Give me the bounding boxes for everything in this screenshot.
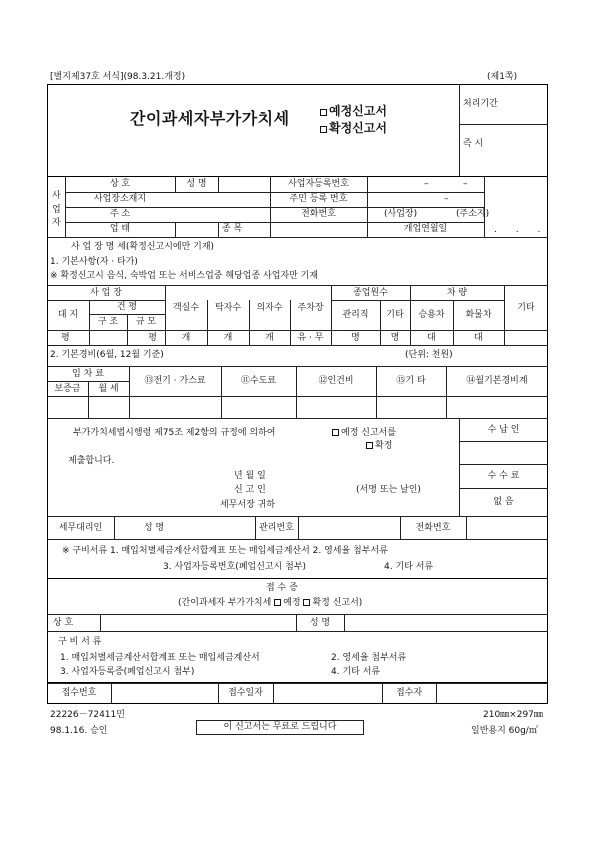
rooms-unit: 개 bbox=[181, 332, 191, 343]
signature-label: (서명 또는 날인) bbox=[356, 485, 421, 495]
other-emp-header: 기타 bbox=[386, 309, 404, 320]
etc-header: 기타 bbox=[517, 302, 535, 313]
unit-label: (단위: 천원) bbox=[405, 350, 453, 360]
parking-header: 주차장 bbox=[297, 302, 324, 313]
basic-expense-title: 2. 기본경비(6월, 12월 기준) bbox=[50, 350, 164, 360]
receipt-opt2-label: 확정 신고서) bbox=[312, 598, 363, 608]
monthly-rent-header: 월 세 bbox=[98, 383, 119, 394]
rent-header: 임 차 료 bbox=[72, 368, 104, 379]
tax-agent-name-label: 성 명 bbox=[143, 522, 165, 533]
business-side-label: 사 업 자 bbox=[52, 191, 61, 228]
receipt-doc1: 1. 매입처별세금계산서합계표 또는 매입세금계산서 bbox=[60, 653, 260, 663]
option-preliminary[interactable] bbox=[320, 102, 387, 119]
form-title: 간이과세자부가가치세 bbox=[130, 109, 290, 128]
tax-office-label: 세무서장 귀하 bbox=[220, 500, 276, 510]
truck-header: 화물차 bbox=[465, 309, 492, 320]
form-number: [별지제37호 서식](98.3.21.개정) bbox=[50, 72, 186, 82]
checkbox-final[interactable] bbox=[320, 126, 327, 133]
declaration-opt-final[interactable] bbox=[366, 442, 392, 451]
receiver-label: 접수자 bbox=[395, 688, 423, 698]
receipt-date-label: 접수일자 bbox=[228, 688, 263, 698]
utility-header: ⑬전기 · 가스료 bbox=[144, 376, 206, 386]
tax-agent-mgmt-no-label: 관리번호 bbox=[259, 522, 294, 533]
car-header: 승용차 bbox=[418, 309, 445, 320]
receipt-docs-title: 구 비 서 류 bbox=[58, 637, 102, 647]
footer-size: 210㎜×297㎜ bbox=[483, 710, 543, 720]
chairs-unit: 개 bbox=[265, 332, 274, 343]
resident-no-dash: – bbox=[444, 194, 449, 204]
tables-header: 탁자수 bbox=[214, 302, 242, 313]
checkbox-decl-preliminary[interactable] bbox=[332, 429, 339, 436]
total-expense-header: ⑭월기본경비계 bbox=[466, 376, 528, 386]
checkbox-preliminary[interactable] bbox=[320, 109, 327, 116]
decl-opt1-label: 예정 신고서를 bbox=[341, 428, 397, 438]
tax-agent-phone-label: 전화번호 bbox=[415, 522, 451, 533]
processing-period-value: 즉 시 bbox=[463, 139, 484, 149]
declaration-text: 부가가치세법시행령 제75조 제2항의 규정에 의하여 bbox=[73, 428, 276, 438]
mgmt-unit: 명 bbox=[351, 332, 360, 343]
building-header: 건 평 bbox=[116, 301, 138, 312]
declaration-opt-preliminary[interactable] bbox=[332, 429, 396, 438]
scale-header: 규 모 bbox=[135, 317, 157, 327]
option-preliminary-label: 예정신고서 bbox=[329, 104, 387, 118]
service-note: ※ 확정신고시 음식, 숙박업 또는 서비스업중 해당업종 사업자만 기재 bbox=[50, 271, 319, 281]
resident-no-label: 주민 등록 번호 bbox=[289, 194, 348, 204]
phone-home-label: (주소지) bbox=[456, 209, 490, 219]
checkbox-decl-final[interactable] bbox=[366, 442, 373, 449]
employees-header: 종업원수 bbox=[353, 287, 388, 298]
biz-reg-dash: – bbox=[463, 179, 468, 189]
biz-reg-no-label: 사업자등록번호 bbox=[288, 179, 349, 189]
rooms-header: 객실수 bbox=[172, 302, 200, 313]
footer-approved: 98.1.16. 승인 bbox=[50, 726, 108, 736]
receipt-opt1-label: 예정 bbox=[283, 598, 301, 608]
tax-agent-label: 세무대리인 bbox=[58, 522, 103, 533]
workplace-details-title: 사 업 장 명 세(확정신고시에만 기재) bbox=[71, 242, 215, 252]
phone-workplace-label: (사업장) bbox=[384, 209, 418, 219]
trade-name-label: 상 호 bbox=[109, 179, 131, 189]
basic-info-subtitle: 1. 기본사항(자 · 타가) bbox=[50, 257, 138, 267]
page-number: (제1쪽) bbox=[487, 72, 518, 82]
deposit-header: 보증금 bbox=[54, 383, 81, 394]
open-date-label: 개업연월일 bbox=[403, 224, 448, 234]
business-item-label: 종 목 bbox=[222, 224, 243, 234]
receipt-title: 접 수 증 bbox=[266, 583, 298, 593]
footer-code: 22226－72411민 bbox=[50, 710, 125, 720]
attachments-line1: ※ 구비서류 1. 매입처별세금계산서합계표 또는 매입세금계산서 2. 영세율 첨부서류 bbox=[62, 546, 388, 556]
footer-paper: 일반용지 60g/㎡ bbox=[471, 726, 538, 736]
declaration-submit: 제출합니다. bbox=[68, 456, 115, 466]
biz-reg-dash: – bbox=[424, 179, 429, 189]
open-date-dots: . . . bbox=[494, 225, 549, 235]
receipt-doc2: 2. 영세율 첨부서류 bbox=[331, 653, 407, 663]
chairs-header: 의자수 bbox=[256, 302, 283, 313]
checkbox-receipt-preliminary[interactable] bbox=[274, 599, 281, 606]
workplace-header: 사 업 장 bbox=[90, 287, 122, 298]
other-emp-unit: 명 bbox=[390, 332, 400, 343]
business-type-label: 업 태 bbox=[109, 224, 131, 234]
mgmt-header: 관리직 bbox=[342, 309, 369, 320]
processing-period-label: 처리기간 bbox=[463, 99, 498, 109]
phone-label: 전화번호 bbox=[301, 209, 336, 219]
receipt-no-label: 접수번호 bbox=[61, 688, 97, 698]
tables-unit: 개 bbox=[223, 332, 233, 343]
receipt-stamp-label: 수 납 인 bbox=[487, 424, 520, 435]
fee-label: 수 수 료 bbox=[487, 471, 520, 481]
land-header: 대 지 bbox=[57, 309, 79, 320]
biz-address-label: 사업장소재지 bbox=[93, 194, 147, 204]
car-unit: 대 bbox=[427, 332, 436, 343]
receipt-doc3: 3. 사업자등록증(폐업신고시 첨부) bbox=[60, 667, 195, 677]
land-unit: 평 bbox=[61, 332, 70, 343]
water-header: ⑪수도료 bbox=[240, 376, 277, 386]
owner-name-label: 성 명 bbox=[186, 179, 207, 189]
free-notice-box: 이 신고서는 무료로 드립니다 bbox=[196, 720, 364, 735]
receipt-trade-label: 상 호 bbox=[53, 617, 74, 628]
checkbox-receipt-final[interactable] bbox=[303, 599, 310, 606]
scale-unit: 평 bbox=[148, 332, 157, 343]
option-final-label: 확정신고서 bbox=[329, 121, 387, 135]
reporter-label: 신 고 인 bbox=[234, 485, 266, 495]
fee-value: 없 음 bbox=[493, 497, 514, 507]
attachments-line2b: 4. 기타 서류 bbox=[384, 562, 434, 572]
option-final[interactable] bbox=[320, 119, 387, 136]
attachments-line2: 3. 사업자등록번호(폐업신고시 첨부) bbox=[163, 562, 307, 572]
declaration-date: 년 월 일 bbox=[234, 471, 266, 481]
truck-unit: 대 bbox=[474, 332, 483, 343]
receipt-subtitle bbox=[178, 599, 362, 608]
receipt-subtitle-text: (간이과세자 부가가치세 bbox=[178, 598, 272, 608]
labor-header: ⑫인건비 bbox=[318, 376, 354, 386]
address-label: 주 소 bbox=[109, 209, 131, 219]
parking-unit: 유 · 무 bbox=[297, 332, 324, 343]
decl-opt2-label: 확정 bbox=[375, 441, 393, 451]
vehicles-header: 차 량 bbox=[446, 287, 468, 298]
receipt-doc4: 4. 기타 서류 bbox=[331, 667, 381, 677]
receipt-name-label: 성 명 bbox=[309, 617, 331, 628]
structure-header: 구 조 bbox=[97, 317, 119, 327]
others-header: ⑮기 타 bbox=[396, 376, 426, 386]
